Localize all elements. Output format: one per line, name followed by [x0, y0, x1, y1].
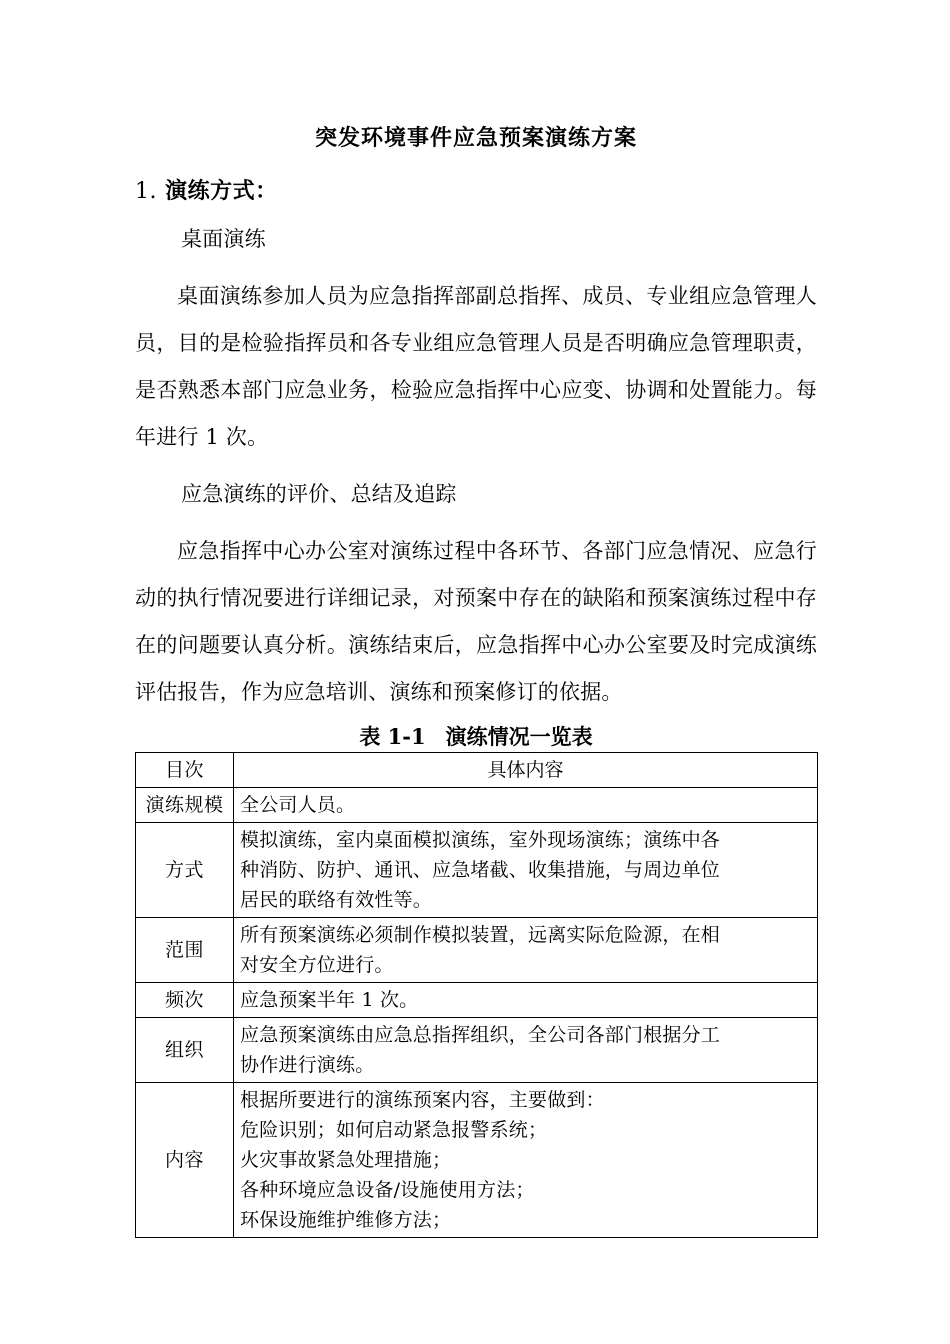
table-cell-lines [240, 1085, 811, 1235]
table-cell-line: 根据所要进行的演练预案内容，主要做到： [240, 1089, 605, 1112]
section-number: 1. [135, 179, 157, 205]
table-body [136, 788, 818, 1238]
table-cell-line: 应急预案演练由应急总指挥组织，全公司各部门根据分工 [240, 1024, 721, 1047]
paragraph-evaluation-detail: 应急指挥中心办公室对演练过程中各环节、各部门应急情况、应急行动的执行情况要进行详细记录，对预案中存在的缺陷和预案演练过程中存在的问题要认真分析。演练结束后，应急指挥中心办公室要及时完成演练评估报告，作为应急培训、演练和预案修订的依据。 [135, 538, 817, 704]
table-cell-lines [240, 1020, 811, 1080]
subheading-tabletop: 桌面演练 [181, 226, 266, 251]
table-row-content [234, 788, 818, 823]
section-heading-text: 演练方式： [165, 178, 278, 205]
page-content [135, 0, 817, 1238]
subheading-evaluation: 应急演练的评价、总结及追踪 [181, 481, 457, 506]
table-row-label: 方式 [136, 823, 234, 918]
table-row-content [234, 983, 818, 1018]
table-row [136, 983, 818, 1018]
table-cell-line: 协作进行演练。 [240, 1054, 375, 1077]
table-cell-line: 全公司人员。 [240, 794, 356, 817]
table-row-content [234, 918, 818, 983]
table-cell-lines [240, 790, 811, 820]
table-row [136, 788, 818, 823]
table-cell-line: 模拟演练，室内桌面模拟演练，室外现场演练；演练中各 [240, 829, 721, 852]
table-row-label: 演练规模 [136, 788, 234, 823]
table-row-content [234, 1083, 818, 1238]
table-row-label: 内容 [136, 1083, 234, 1238]
table-cell-line: 种消防、防护、通讯、应急堵截、收集措施，与周边单位 [240, 859, 721, 882]
table-row-content [234, 1018, 818, 1083]
table-row [136, 1018, 818, 1083]
section-heading-1 [135, 151, 817, 206]
table-cell-line: 对安全方位进行。 [240, 954, 394, 977]
table-cell-line: 所有预案演练必须制作模拟装置，远离实际危险源，在相 [240, 924, 721, 947]
table-row-label: 范围 [136, 918, 234, 983]
table-cell-line: 火灾事故紧急处理措施； [240, 1149, 452, 1172]
table-cell-line: 应急预案半年 1 次。 [240, 989, 419, 1012]
table-row-content [234, 823, 818, 918]
table-cell-line: 居民的联络有效性等。 [240, 889, 433, 912]
table-row-label: 频次 [136, 983, 234, 1018]
page-title: 突发环境事件应急预案演练方案 [314, 125, 637, 151]
table-header-col1: 目次 [136, 753, 234, 788]
table-cell-line: 危险识别；如何启动紧急报警系统； [240, 1119, 548, 1142]
table-cell-line: 环保设施维护维修方法； [240, 1209, 452, 1232]
drill-overview-table [135, 752, 818, 1238]
table-header-row [136, 753, 818, 788]
table-row [136, 823, 818, 918]
table-cell-lines [240, 920, 811, 980]
table-caption [135, 716, 817, 752]
paragraph-tabletop-detail: 桌面演练参加人员为应急指挥部副总指挥、成员、专业组应急管理人员，目的是检验指挥员和各专业组应急管理人员是否明确应急管理职责，是否熟悉本部门应急业务，检验应急指挥中心应变、协调和处置能力。每年进行 1 次。 [135, 283, 817, 449]
table-row [136, 918, 818, 983]
table-cell-lines [240, 825, 811, 915]
table-caption-title: 演练情况一览表 [445, 723, 593, 749]
table-header-col2: 具体内容 [234, 753, 818, 788]
table-caption-number: 表 1-1 [359, 723, 426, 749]
table-cell-lines [240, 985, 811, 1015]
table-row [136, 1083, 818, 1238]
table-row-label: 组织 [136, 1018, 234, 1083]
table-cell-line: 各种环境应急设备/设施使用方法； [240, 1179, 535, 1202]
